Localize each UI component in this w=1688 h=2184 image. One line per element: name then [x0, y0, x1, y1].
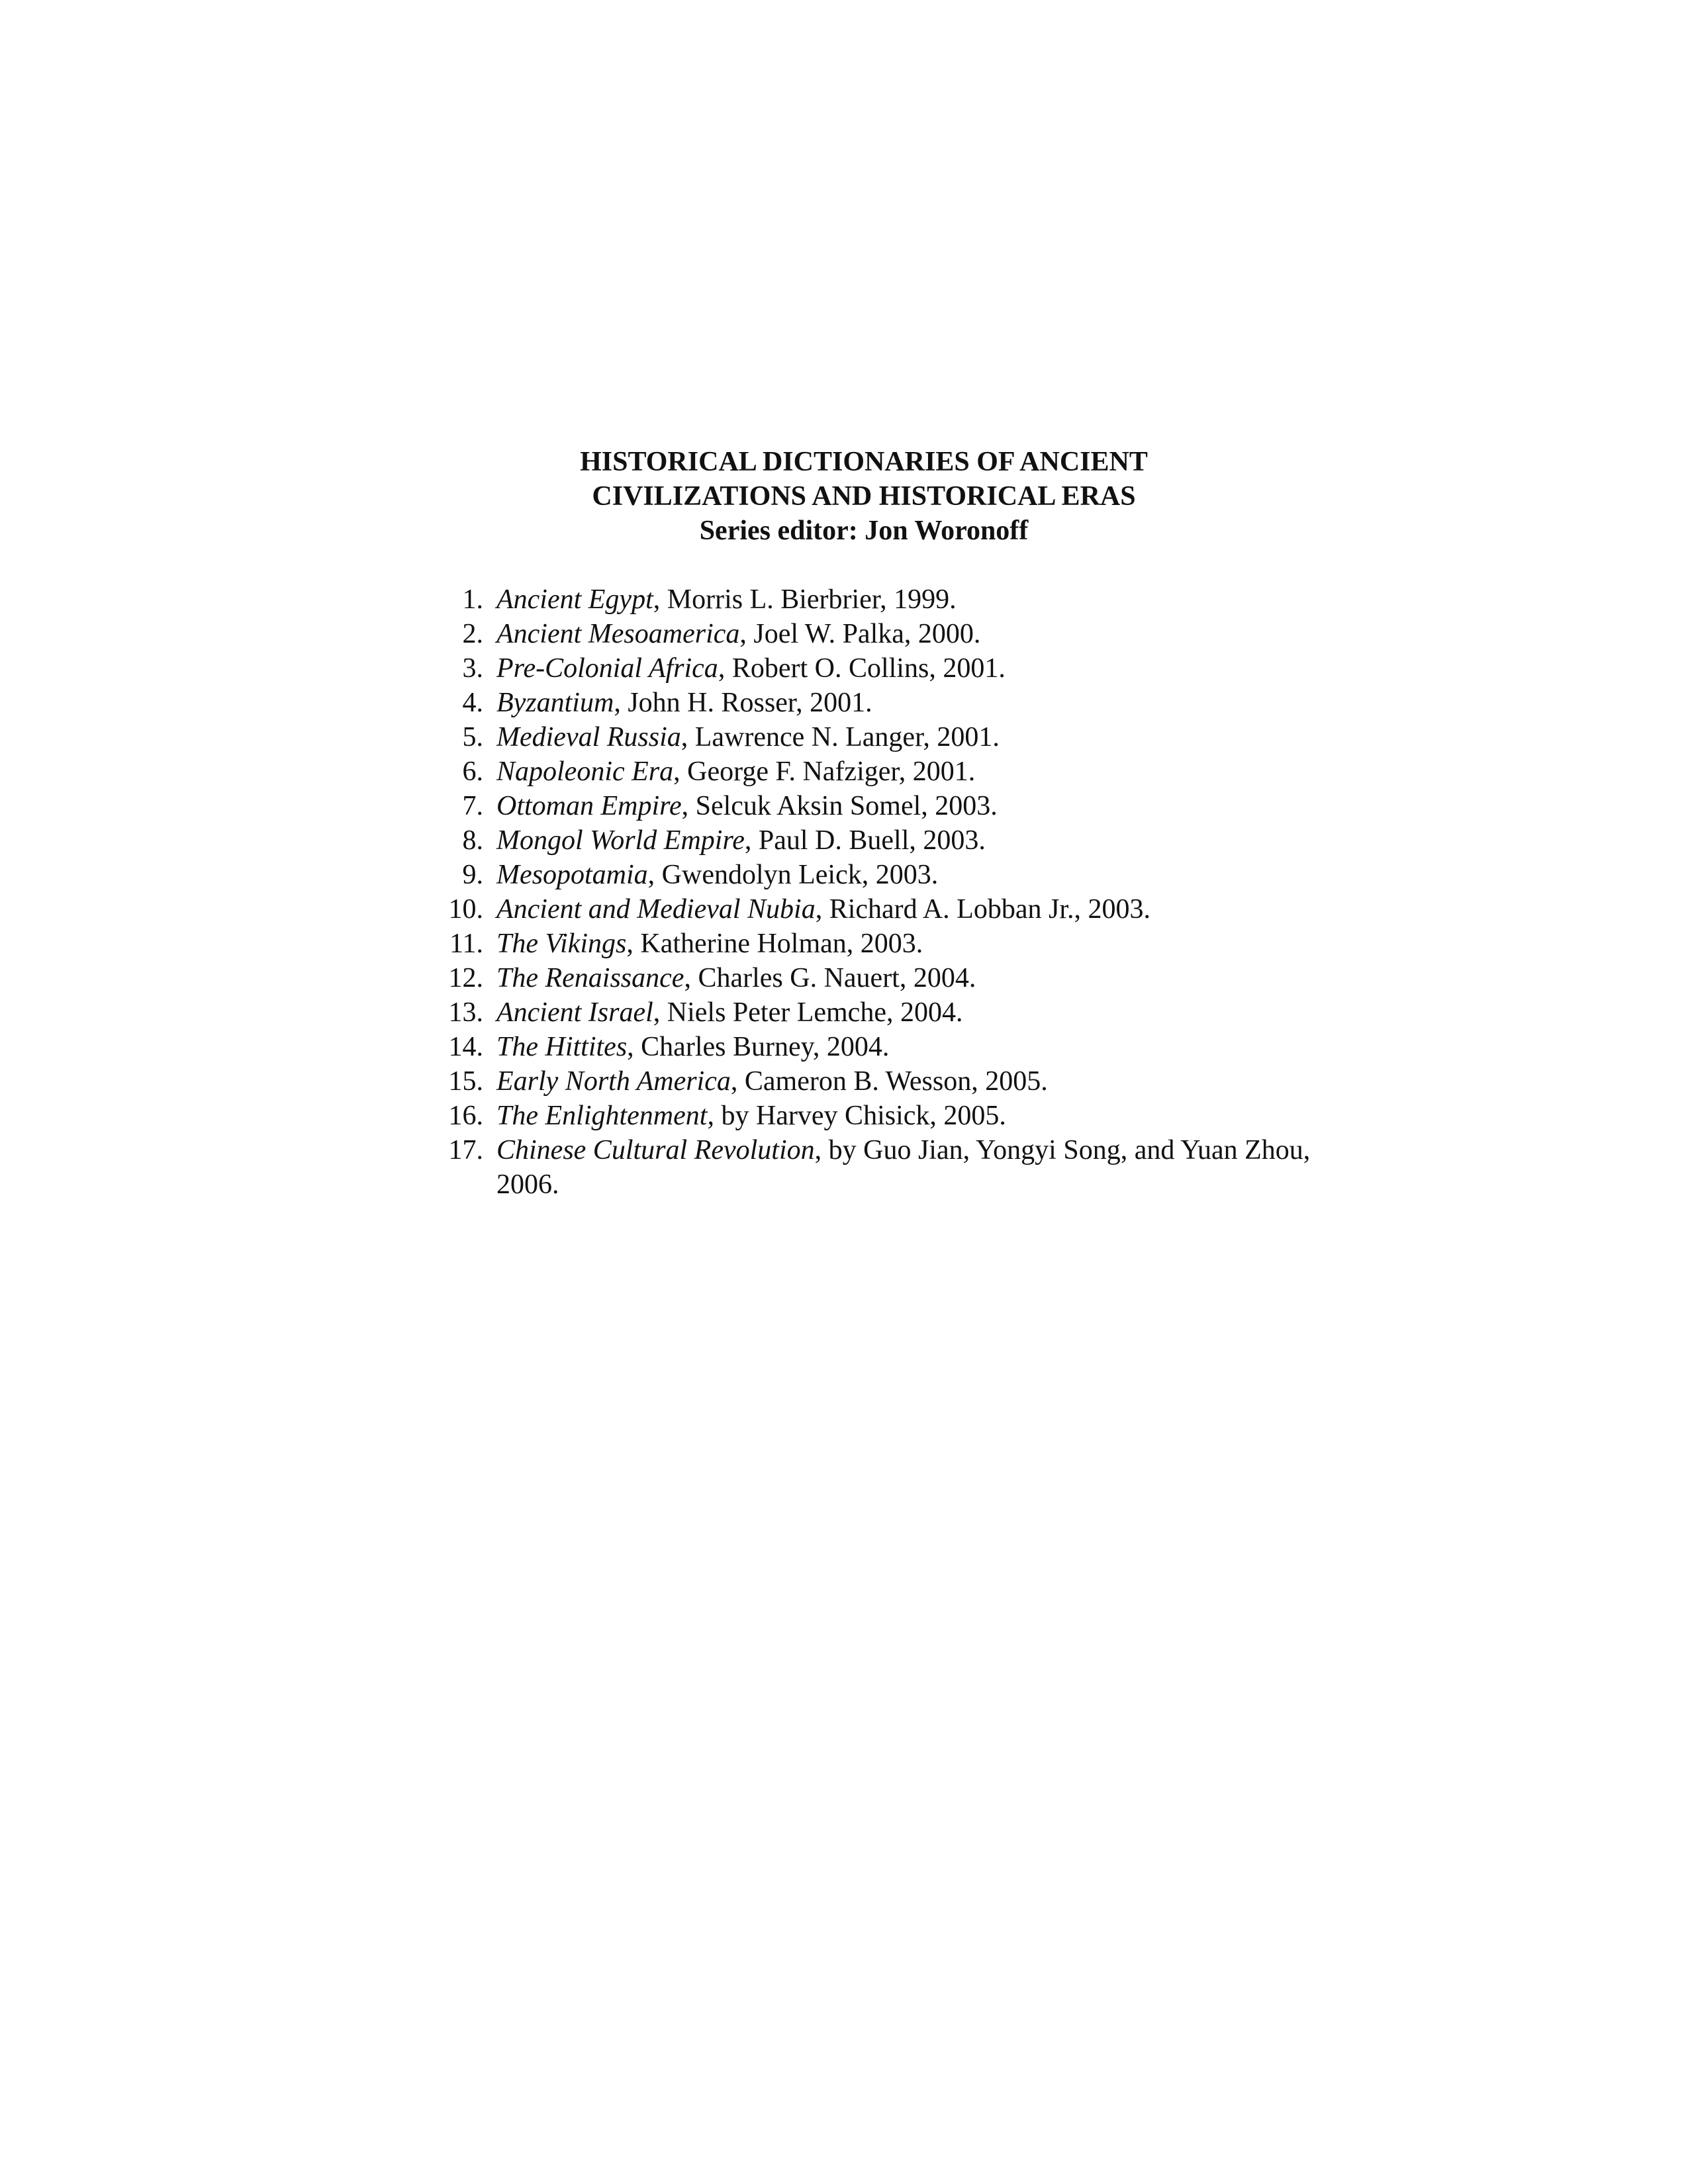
list-item — [424, 1133, 1311, 1202]
list-item — [424, 617, 1311, 651]
item-number: 9. — [462, 860, 483, 890]
item-number: 5. — [462, 722, 483, 752]
item-number: 14. — [448, 1032, 483, 1062]
series-title-line-1: HISTORICAL DICTIONARIES OF ANCIENT — [580, 447, 1148, 477]
list-item — [424, 686, 1311, 720]
list-item — [424, 1030, 1311, 1064]
item-number: 6. — [462, 756, 483, 787]
list-item — [424, 1099, 1311, 1133]
list-item — [424, 582, 1311, 617]
item-title: Medieval Russia — [496, 722, 681, 752]
item-title: Ancient and Medieval Nubia — [496, 894, 816, 925]
item-title: The Vikings — [496, 929, 627, 959]
series-title-line-2: CIVILIZATIONS AND HISTORICAL ERAS — [592, 481, 1136, 512]
item-title: Mesopotamia — [496, 860, 648, 890]
series-list — [424, 582, 1311, 1202]
list-item — [424, 892, 1311, 927]
item-title: Napoleonic Era — [496, 756, 674, 787]
list-item — [424, 789, 1311, 823]
list-item — [424, 754, 1311, 789]
item-details: , Lawrence N. Langer, 2001. — [680, 722, 1000, 752]
item-details: , Robert O. Collins, 2001. — [718, 653, 1006, 684]
item-number: 12. — [448, 963, 483, 993]
item-details: , Charles Burney, 2004. — [627, 1032, 890, 1062]
item-details: , Selcuk Aksin Somel, 2003. — [681, 791, 998, 821]
item-details: , Joel W. Palka, 2000. — [739, 619, 981, 649]
list-item — [424, 961, 1311, 995]
item-title: Chinese Cultural Revolution — [496, 1135, 815, 1165]
item-details: , Cameron B. Wesson, 2005. — [730, 1066, 1048, 1097]
item-title: The Enlightenment — [496, 1101, 708, 1131]
item-title: Ancient Egypt — [496, 584, 653, 615]
list-item — [424, 927, 1311, 961]
list-item — [424, 1064, 1311, 1099]
list-item — [424, 651, 1311, 686]
item-number: 2. — [462, 619, 483, 649]
item-number: 1. — [462, 584, 483, 615]
item-details: , Charles G. Nauert, 2004. — [684, 963, 976, 993]
item-details: , Paul D. Buell, 2003. — [744, 825, 986, 856]
item-title: Mongol World Empire — [496, 825, 745, 856]
item-details: , George F. Nafziger, 2001. — [673, 756, 976, 787]
item-number: 13. — [448, 997, 483, 1028]
item-title: Early North America — [496, 1066, 731, 1097]
list-item — [424, 720, 1311, 754]
item-details: , Richard A. Lobban Jr., 2003. — [815, 894, 1150, 925]
item-number: 17. — [448, 1135, 483, 1165]
list-item — [424, 995, 1311, 1030]
item-number: 4. — [462, 688, 483, 718]
item-title: Ancient Mesoamerica — [496, 619, 740, 649]
item-number: 7. — [462, 791, 483, 821]
item-title: Pre-Colonial Africa — [496, 653, 718, 684]
series-heading — [424, 445, 1304, 548]
item-title: Ottoman Empire — [496, 791, 682, 821]
item-number: 11. — [449, 929, 483, 959]
item-details: , by Harvey Chisick, 2005. — [707, 1101, 1006, 1131]
item-details: , by Guo Jian, Yongyi Song, and Yuan Zhou, 2006. — [496, 1135, 1311, 1200]
series-editor: Series editor: Jon Woronoff — [699, 516, 1029, 546]
item-number: 8. — [462, 825, 483, 856]
item-details: , Morris L. Bierbrier, 1999. — [653, 584, 957, 615]
item-number: 16. — [448, 1101, 483, 1131]
item-details: , Niels Peter Lemche, 2004. — [653, 997, 963, 1028]
item-title: The Renaissance — [496, 963, 684, 993]
item-details: , Katherine Holman, 2003. — [626, 929, 923, 959]
item-number: 3. — [462, 653, 483, 684]
item-number: 15. — [448, 1066, 483, 1097]
item-details: , John H. Rosser, 2001. — [614, 688, 872, 718]
list-item — [424, 823, 1311, 858]
item-number: 10. — [448, 894, 483, 925]
item-title: Ancient Israel — [496, 997, 653, 1028]
item-title: Byzantium — [496, 688, 614, 718]
list-item — [424, 858, 1311, 892]
item-title: The Hittites — [496, 1032, 628, 1062]
item-details: , Gwendolyn Leick, 2003. — [647, 860, 939, 890]
